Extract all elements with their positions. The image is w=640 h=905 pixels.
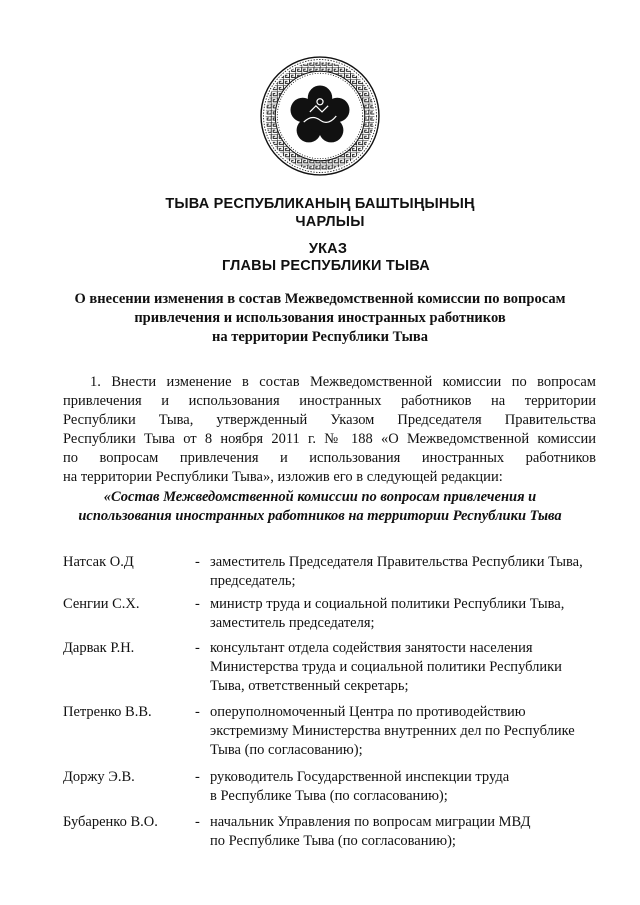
member-position bbox=[210, 703, 600, 760]
member-position-line: председатель; bbox=[210, 573, 296, 589]
member-name: Петренко В.В. bbox=[63, 704, 152, 720]
member-position bbox=[210, 553, 600, 591]
member-position-line: заместитель председателя; bbox=[210, 615, 375, 631]
member-name: Доржу Э.В. bbox=[63, 769, 135, 785]
paragraph-line: привлечения и использования иностранных работников на территории bbox=[63, 393, 596, 409]
member-name: Натсак О.Д bbox=[63, 554, 134, 570]
member-position-line: консультант отдела содействия занятости населения bbox=[210, 640, 533, 656]
member-position bbox=[210, 768, 600, 806]
decree-title-line: О внесении изменения в состав Межведомственной комиссии по вопросам bbox=[74, 291, 566, 307]
composition-title bbox=[40, 488, 600, 526]
member-position bbox=[210, 813, 600, 851]
member-position-line: по Республике Тыва (по согласованию); bbox=[210, 833, 456, 849]
member-position-line: начальник Управления по вопросам миграции МВД bbox=[210, 814, 531, 830]
paragraph-1 bbox=[63, 373, 596, 487]
member-position bbox=[210, 595, 600, 633]
header-tuvan-line2: ЧАРЛЫЫ bbox=[295, 214, 365, 230]
member-position-line: в Республике Тыва (по согласованию); bbox=[210, 788, 448, 804]
member-name: Бубаренко В.О. bbox=[63, 814, 158, 830]
header-russian-line1: УКАЗ bbox=[308, 241, 348, 257]
member-position bbox=[210, 639, 600, 696]
member-name: Дарвак Р.Н. bbox=[63, 640, 135, 656]
member-position-line: оперуполномоченный Центра по противодействию bbox=[210, 704, 526, 720]
decree-title-line: привлечения и использования иностранных работников bbox=[134, 310, 506, 326]
paragraph-line: Республики Тыва от 8 ноября 2011 г. № 188 «О Межведомственной комиссии bbox=[63, 431, 596, 447]
member-dash: - bbox=[195, 704, 200, 720]
paragraph-line: на территории Республики Тыва», изложив его в следующей редакции: bbox=[63, 469, 503, 485]
member-position-line: руководитель Государственной инспекции труда bbox=[210, 769, 510, 785]
paragraph-line: по вопросам привлечения и использования иностранных работников bbox=[63, 450, 596, 466]
decree-title bbox=[30, 290, 610, 347]
member-position-line: Тыва, ответственный секретарь; bbox=[210, 678, 409, 694]
member-position-line: Тыва (по согласованию); bbox=[210, 742, 363, 758]
header-russian-line2: ГЛАВЫ РЕСПУБЛИКИ ТЫВА bbox=[222, 258, 430, 274]
republic-emblem-icon bbox=[259, 55, 381, 177]
member-name: Сенгии С.Х. bbox=[63, 596, 140, 612]
composition-title-line: использования иностранных работников на территории Республики Тыва bbox=[78, 508, 562, 524]
composition-title-line: «Состав Межведомственной комиссии по вопросам привлечения и bbox=[103, 489, 537, 505]
member-dash: - bbox=[195, 640, 200, 656]
member-dash: - bbox=[195, 596, 200, 612]
member-position-line: экстремизму Министерства внутренних дел по Республике bbox=[210, 723, 575, 739]
member-position-line: заместитель Председателя Правительства Республики Тыва, bbox=[210, 554, 583, 570]
header-tuvan-line1: ТЫВА РЕСПУБЛИКАНЫҢ БАШТЫҢЫНЫҢ bbox=[165, 196, 475, 212]
paragraph-line: Республики Тыва, утвержденный Указом Председателя Правительства bbox=[63, 412, 596, 428]
member-position-line: министр труда и социальной политики Республики Тыва, bbox=[210, 596, 565, 612]
member-dash: - bbox=[195, 554, 200, 570]
paragraph-line: 1. Внести изменение в состав Межведомственной комиссии по вопросам bbox=[90, 374, 596, 390]
member-dash: - bbox=[195, 814, 200, 830]
member-dash: - bbox=[195, 769, 200, 785]
member-position-line: Министерства труда и социальной политики Республики bbox=[210, 659, 562, 675]
decree-title-line: на территории Республики Тыва bbox=[211, 329, 429, 345]
